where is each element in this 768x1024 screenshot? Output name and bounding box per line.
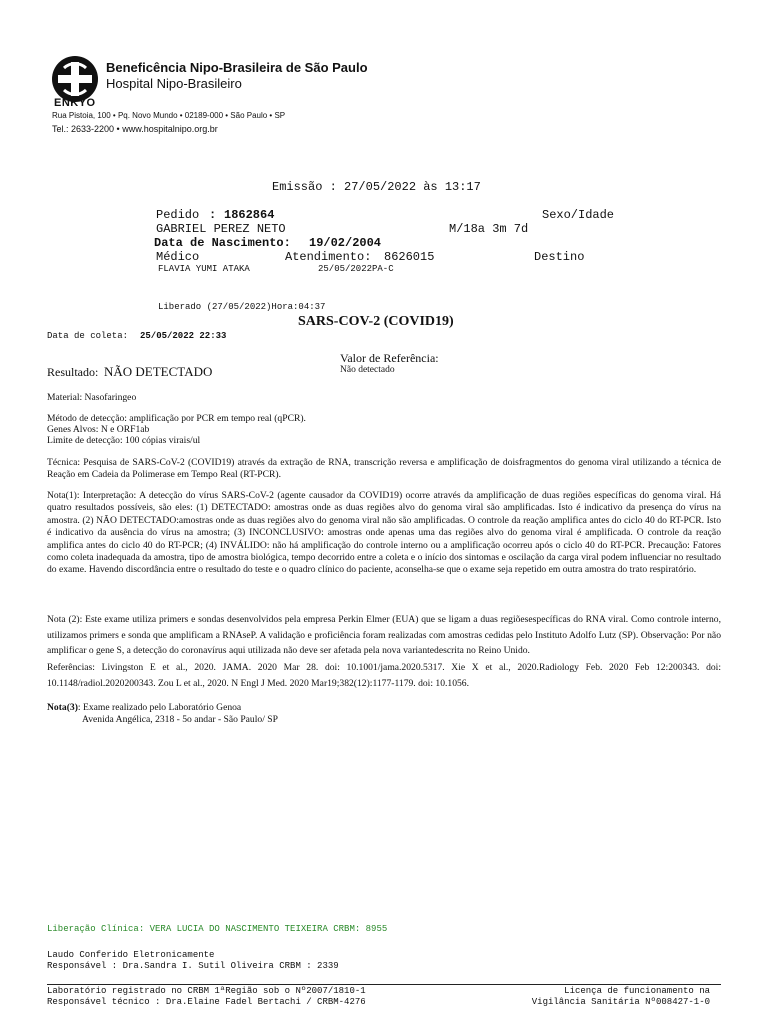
medico-label: Médico: [156, 250, 200, 264]
clinical-release: Liberação Clínica: VERA LUCIA DO NASCIMENTO TEIXEIRA CRBM: 8955: [47, 924, 388, 934]
destino-label: Destino: [534, 250, 585, 264]
emission-date: Emissão : 27/05/2022 às 13:17: [272, 180, 481, 194]
medico-value: FLAVIA YUMI ATAKA: [158, 264, 250, 274]
collection-value: 25/05/2022 22:33: [140, 331, 227, 341]
pedido-separator: :: [209, 208, 217, 222]
material-line: Material: Nasofaringeo: [47, 392, 137, 403]
brand-name: ENKYO: [54, 97, 96, 109]
tecnica-paragraph: Técnica: Pesquisa de SARS-CoV-2 (COVID19) através da extração de RNA, transcrição reversa e amplificação de doisfragmentos do genoma viral utilizando a técnica de Reação em Cadeia da Polimerase em Tempo Real (RT-PCR).: [47, 457, 721, 481]
targets-line: Genes Alvos: N e ORF1ab: [47, 424, 150, 435]
collection-label: Data de coleta:: [47, 331, 129, 341]
hospital-name: Hospital Nipo-Brasileiro: [106, 76, 242, 91]
result-label: Resultado:: [47, 365, 99, 379]
method-line: Método de detecção: amplificação por PCR em tempo real (qPCR).: [47, 413, 306, 424]
signature-line-1: Laudo Conferido Eletronicamente: [47, 950, 215, 960]
footer-left-1: Laboratório registrado no CRBM 1ªRegião sob o Nº2007/1810-1: [47, 986, 366, 996]
pedido-label: Pedido: [156, 208, 200, 222]
signature-line-2: Responsável : Dra.Sandra I. Sutil Oliveira CRBM : 2339: [47, 961, 339, 971]
nota3-address: Avenida Angélica, 2318 - 5o andar - São Paulo/ SP: [82, 714, 278, 725]
hospital-address: Rua Pistoia, 100 • Pq. Novo Mundo • 02189-000 • São Paulo • SP: [52, 111, 286, 120]
nota1-paragraph: Nota(1): Interpretação: A detecção do vírus SARS-CoV-2 (agente causador da COVID19) ocorre através da amplificação de duas regiões específicas do genoma viral. Há quatro resultados possíveis, são eles: (1) DETECTADO: amostras onde as duas regiões alvo do genoma viral são amplificadas. Isto é indicativo da presença do vírus na amostra. (2) NÃO DETECTADO:amostras onde as duas regiões alvo do genoma viral não são amplificadas. O controle da reação amplifica antes do ciclo 40 do RT-PCR. Isto é indicativo da ausência do vírus na amostra; (3) INCONCLUSIVO: amostras onde apenas uma das regiões alvo do genoma viral é amplificada. O controle da reação amplifica antes do ciclo 40 do RT-PCR; (4) INVÁLIDO: não há amplificação do controle interno ou a amplificação ocorreu após o ciclo 40 do RT-PCR. Precaução: Fatores como coleta inadequada da amostra, tipo de amostra biológica, tempo decorrido entre a coleta e o início dos sintomas e oscilação da carga viral podem influenciar no resultado do exame. Havendo discordância entre o resultado do teste e o quadro clínico do paciente, aconselha-se que o exame seja repetido em outra amostra do trato respiratório.: [47, 490, 721, 576]
birth-label: Data de Nascimento:: [154, 236, 291, 250]
sexo-idade-value: M/18a 3m 7d: [449, 222, 529, 236]
nota3-text: : Exame realizado pelo Laboratório Genoa: [77, 702, 242, 713]
footer-right-2: Vigilância Sanitária Nº008427-1-0: [531, 997, 710, 1007]
footer-left-2: Responsável técnico : Dra.Elaine Fadel Bertachi / CRBM-4276: [47, 997, 366, 1007]
reference-label: Valor de Referência:: [340, 351, 439, 365]
hospital-contact: Tel.: 2633-2200 • www.hospitalnipo.org.br: [52, 124, 218, 134]
atendimento-code: 25/05/2022PA-C: [318, 264, 394, 274]
pedido-value: 1862864: [224, 208, 275, 222]
atendimento-value: 8626015: [384, 250, 435, 264]
footer-right-1: Licença de funcionamento na: [564, 986, 710, 996]
org-name: Beneficência Nipo-Brasileira de São Paulo: [106, 60, 368, 75]
reference-value: Não detectado: [340, 365, 395, 375]
nota3-line: [47, 702, 241, 713]
birth-value: 19/02/2004: [309, 236, 382, 250]
result-value: NÃO DETECTADO: [104, 364, 213, 379]
nota2-paragraph: Nota (2): Este exame utiliza primers e sondas desenvolvidos pela empresa Perkin Elmer (EUA) que se ligam a duas regiõesespecíficas do RNA viral. Como controle interno, utilizamos primers e sonda que amplificam a RNAseP. A validação e proficiência foram realizadas com amostras cedidas pelo Instituto Adolfo Lutz (SP). Observação: Por não amplificar o gene S, a detecção do coronavírus aqui utilizada não deve ser afetada pela nova variantedescrita no Reino Unido.: [47, 614, 721, 656]
exam-title: SARS-COV-2 (COVID19): [298, 314, 454, 329]
patient-name: GABRIEL PEREZ NETO: [156, 222, 286, 236]
sexo-idade-label: Sexo/Idade: [542, 208, 615, 222]
references-paragraph: Referências: Livingston E et al., 2020. JAMA. 2020 Mar 28. doi: 10.1001/jama.2020.5317. Xie X et al., 2020.Radiology Feb. 2020 Feb 12:200343. doi: 10.1148/radiol.2020200343. Zou L et al., 2020. N Engl J Med. 2020 Mar19;382(12):1177-1179. doi: 10.1056.: [47, 662, 721, 689]
footer-divider: [47, 984, 721, 985]
atendimento-label: Atendimento:: [285, 250, 372, 264]
liberado-text: Liberado (27/05/2022)Hora:04:37: [158, 302, 326, 312]
limit-line: Limite de detecção: 100 cópias virais/ul: [47, 435, 201, 446]
nota3-label: Nota(3): [47, 702, 78, 713]
